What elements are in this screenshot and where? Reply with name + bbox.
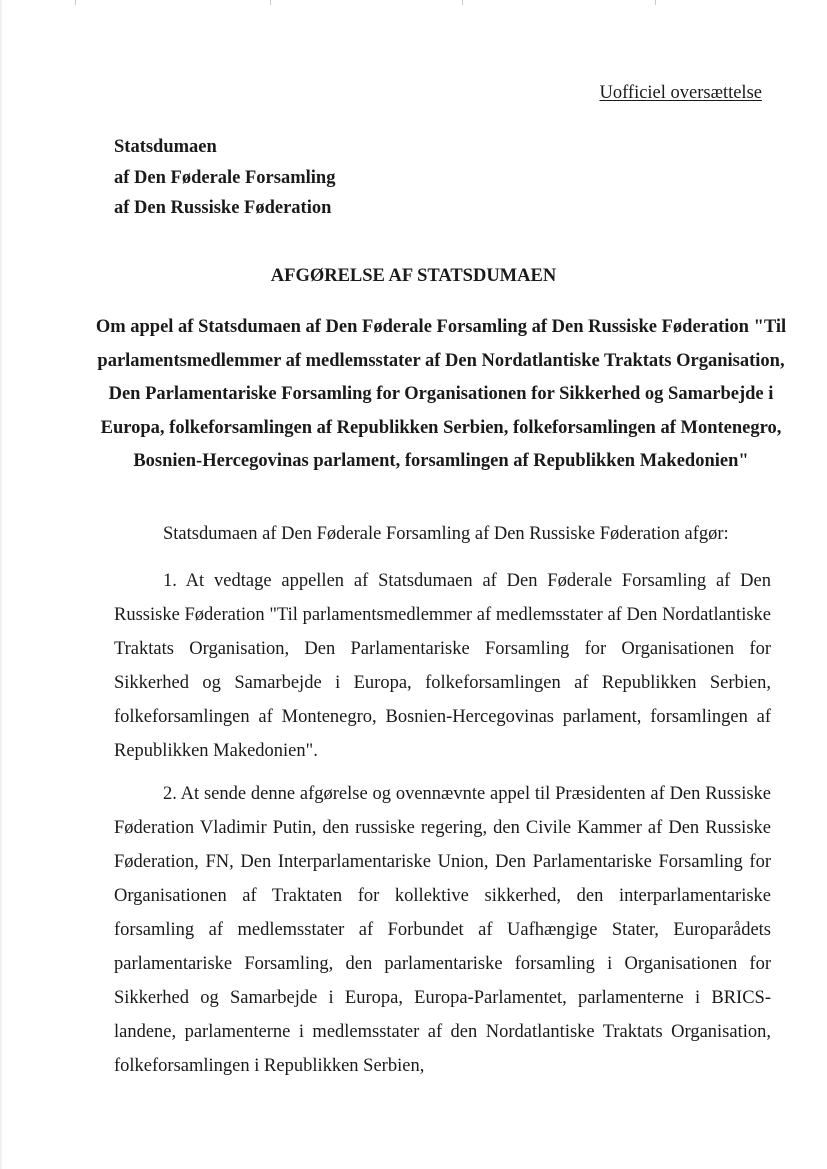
unofficial-translation-note: Uofficiel oversættelse: [599, 83, 762, 103]
document-subject: Om appel af Statsdumaen af Den Føderale Forsamling af Den Russiske Føderation "Til parlamentsmedlemmer af medlemsstater af Den Nordatlantiske Traktats Organisation, Den Parlamentariske Forsamling for Organisationen for Sikkerhed og Samarbejde i Europa, folkeforsamlingen af Republikken Serbien, folkeforsamlingen af Montenegro, Bosnien-Hercegovinas parlament, forsamlingen af Republikken Makedonien": [95, 317, 787, 471]
intro-paragraph: Statsdumaen af Den Føderale Forsamling af Den Russiske Føderation afgør:: [163, 524, 729, 544]
sender-line: af Den Føderale Forsamling: [114, 167, 336, 188]
sender-line: Statsdumaen: [114, 137, 217, 157]
scan-top-marks: [0, 0, 827, 6]
sender-block: [114, 132, 335, 224]
scan-edge-shadow: [0, 0, 3, 1169]
sender-line: af Den Russiske Føderation: [114, 198, 332, 218]
document-title: AFGØRELSE AF STATSDUMAEN: [270, 266, 557, 286]
paragraph-2: 2. At sende denne afgørelse og ovennævnte appel til Præsidenten af Den Russiske Føderation Vladimir Putin, den russiske regering, den Civile Kammer af Den Russiske Føderation, FN, Den Interparlamentariske Union, Den Parlamentariske Forsamling for Organisationen af Traktaten for kollektive sikkerhed, den interparlamentariske forsamling af medlemsstater af Forbundet af Uafhængige Stater, Europarådets parlamentariske Forsamling, den parlamentariske forsamling i Organisationen for Sikkerhed og Samarbejde i Europa, Europa-Parlamentet, parlamenterne i BRICS-landene, parlamenterne i medlemsstater af den Nordatlantiske Traktats Organisation, folkeforsamlingen i Republikken Serbien,: [114, 784, 771, 1076]
paragraph-1: 1. At vedtage appellen af Statsdumaen af Den Føderale Forsamling af Den Russiske Føderation "Til parlamentsmedlemmer af medlemsstater af Den Nordatlantiske Traktats Organisation, Den Parlamentariske Forsamling for Organisationen for Sikkerhed og Samarbejde i Europa, folkeforsamlingen af Republikken Serbien, folkeforsamlingen af Montenegro, Bosnien-Hercegovinas parlament, forsamlingen af Republikken Makedonien".: [114, 571, 771, 761]
